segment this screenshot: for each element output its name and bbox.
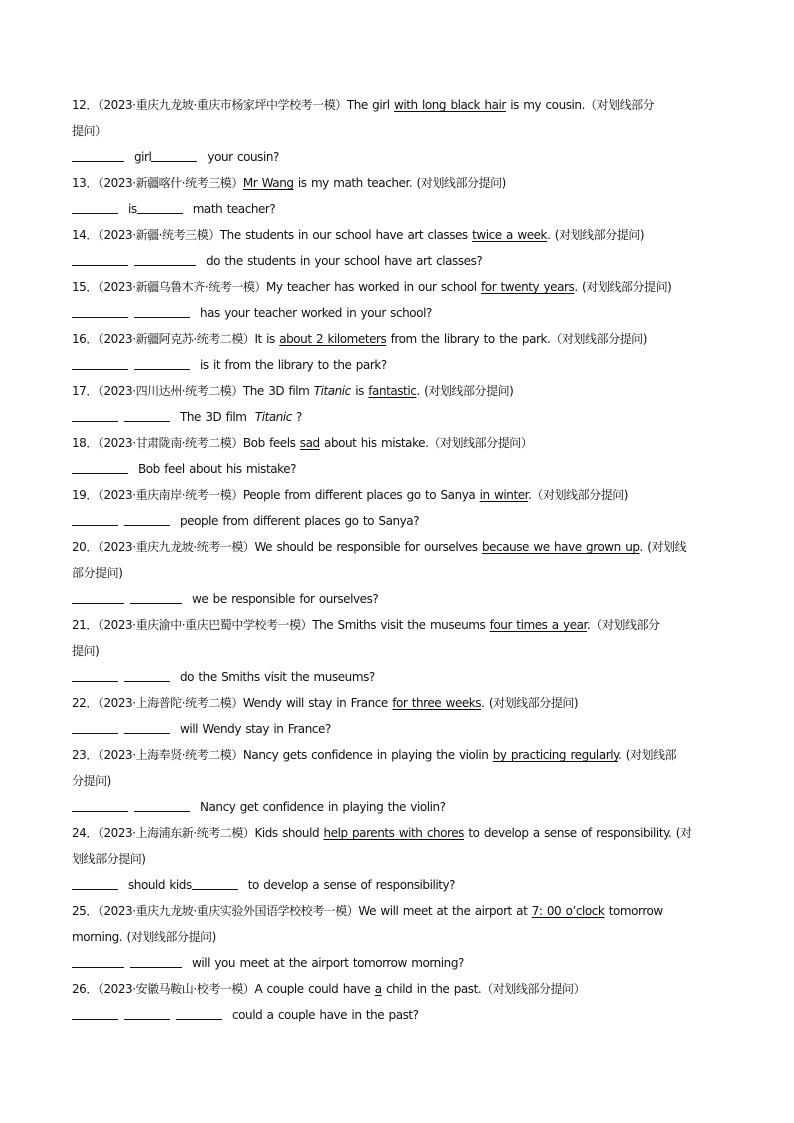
answer-blank[interactable]	[72, 305, 128, 318]
question-text: 16．（2023·新疆阿克苏·统考二模）It is	[72, 332, 280, 346]
answer-line	[72, 794, 722, 820]
question-text: is my math teacher. (对划线部分提问)	[293, 176, 506, 190]
question-text: tomorrow	[604, 904, 663, 918]
question-text: child in the past.（对划线部分提问）	[381, 982, 586, 996]
question-item	[72, 378, 722, 430]
question-item	[72, 170, 722, 222]
answer-line	[72, 456, 722, 482]
answer-blank[interactable]	[130, 955, 182, 968]
question-line	[72, 274, 722, 300]
answer-blank[interactable]	[124, 1007, 170, 1020]
question-line	[72, 924, 722, 950]
answer-line	[72, 586, 722, 612]
answer-blank[interactable]	[72, 799, 128, 812]
answer-line	[72, 300, 722, 326]
question-text: people from different places go to Sanya?	[180, 514, 420, 528]
question-line	[72, 742, 722, 768]
question-text: 22．（2023·上海普陀·统考二模）Wendy will stay in France	[72, 696, 393, 710]
answer-blank[interactable]	[72, 461, 128, 474]
question-text: we be responsible for ourselves?	[192, 592, 379, 606]
question-line	[72, 118, 722, 144]
answer-blank[interactable]	[192, 877, 238, 890]
underlined-phrase: four times a year	[489, 618, 587, 632]
question-text: 18．（2023·甘肃陇南·统考二模）Bob feels	[72, 436, 300, 450]
question-item	[72, 742, 722, 820]
answer-blank[interactable]	[124, 669, 170, 682]
question-item	[72, 482, 722, 534]
question-text: do the students in your school have art classes?	[206, 254, 483, 268]
answer-blank[interactable]	[137, 201, 183, 214]
answer-blank[interactable]	[72, 201, 118, 214]
question-line	[72, 378, 722, 404]
question-line	[72, 534, 722, 560]
answer-blank[interactable]	[151, 149, 197, 162]
underlined-phrase: sad	[299, 436, 320, 450]
question-text: . (对划线	[639, 540, 687, 554]
question-text: ?	[295, 410, 302, 424]
underlined-phrase: for twenty years	[481, 280, 575, 294]
answer-blank[interactable]	[72, 721, 118, 734]
question-text: 23．（2023·上海奉贤·统考二模）Nancy gets confidence in playing the violin	[72, 748, 493, 762]
question-item	[72, 534, 722, 612]
question-text: girl	[134, 150, 152, 164]
question-text: 部分提问)	[72, 566, 123, 580]
question-text: . (对划线部分提问)	[574, 280, 672, 294]
underlined-phrase: 7: 00 o’clock	[531, 904, 605, 918]
question-text: .（对划线部分提问)	[528, 488, 629, 502]
underlined-phrase: because we have grown up	[481, 540, 640, 554]
question-item	[72, 274, 722, 326]
answer-line	[72, 508, 722, 534]
question-item	[72, 326, 722, 378]
answer-line	[72, 716, 722, 742]
answer-line	[72, 248, 722, 274]
question-line	[72, 222, 722, 248]
italic-title: Titanic	[254, 410, 292, 424]
question-item	[72, 820, 722, 898]
question-text: should kids	[128, 878, 192, 892]
answer-blank[interactable]	[72, 1007, 118, 1020]
answer-blank[interactable]	[176, 1007, 222, 1020]
question-line	[72, 690, 722, 716]
answer-blank[interactable]	[134, 799, 190, 812]
answer-blank[interactable]	[134, 357, 190, 370]
answer-blank[interactable]	[72, 513, 118, 526]
question-text: 20．（2023·重庆九龙坡·统考一模）We should be responsible for ourselves	[72, 540, 482, 554]
answer-line	[72, 1002, 722, 1028]
answer-blank[interactable]	[72, 409, 118, 422]
question-text: 15．（2023·新疆乌鲁木齐·统考一模）My teacher has worked in our school	[72, 280, 482, 294]
answer-blank[interactable]	[72, 955, 124, 968]
question-text: 12．（2023·重庆九龙坡·重庆市杨家坪中学校考一模）The girl	[72, 98, 394, 112]
question-line	[72, 326, 722, 352]
question-text: 17．（2023·四川达州·统考二模）The 3D film	[72, 384, 314, 398]
question-line	[72, 638, 722, 664]
question-text: will you meet at the airport tomorrow morning?	[192, 956, 464, 970]
question-text: from the library to the park.（对划线部分提问)	[386, 332, 647, 346]
question-text: 25．（2023·重庆九龙坡·重庆实验外国语学校校考一模）We will meet at the airport at	[72, 904, 532, 918]
question-line	[72, 430, 722, 456]
question-text: 21．（2023·重庆渝中·重庆巴蜀中学校考一模）The Smiths visit the museums	[72, 618, 490, 632]
question-text: will Wendy stay in France?	[180, 722, 331, 736]
question-text: 14．（2023·新疆·统考三模）The students in our school have art classes	[72, 228, 473, 242]
question-text: The 3D film	[180, 410, 251, 424]
question-text: morning. (对划线部分提问)	[72, 930, 216, 944]
question-text: 分提问)	[72, 774, 111, 788]
question-text: do the Smiths visit the museums?	[180, 670, 375, 684]
underlined-phrase: about 2 kilometers	[279, 332, 387, 346]
question-line	[72, 482, 722, 508]
underlined-phrase: with long black hair	[393, 98, 506, 112]
question-text: is my cousin.（对划线部分	[505, 98, 655, 112]
question-text: is it from the library to the park?	[200, 358, 387, 372]
question-text: Bob feel about his mistake?	[138, 462, 297, 476]
question-line	[72, 846, 722, 872]
question-item	[72, 430, 722, 482]
underlined-phrase: by practicing regularly	[492, 748, 619, 762]
question-line	[72, 898, 722, 924]
answer-line	[72, 404, 722, 430]
question-text: your cousin?	[207, 150, 279, 164]
answer-blank[interactable]	[72, 591, 124, 604]
answer-line	[72, 196, 722, 222]
question-text: 13．（2023·新疆喀什·统考三模）	[72, 176, 243, 190]
underlined-phrase: help parents with chores	[323, 826, 464, 840]
answer-line	[72, 950, 722, 976]
question-line	[72, 768, 722, 794]
question-line	[72, 820, 722, 846]
question-item	[72, 222, 722, 274]
underlined-phrase: in winter	[479, 488, 529, 502]
question-line	[72, 976, 722, 1002]
question-text: math teacher?	[192, 202, 276, 216]
answer-blank[interactable]	[134, 253, 196, 266]
answer-line	[72, 664, 722, 690]
question-text: 划线部分提问)	[72, 852, 146, 866]
question-line	[72, 612, 722, 638]
question-text: . (对划线部分提问)	[416, 384, 514, 398]
question-text: is	[128, 202, 137, 216]
question-text: 提问)	[72, 644, 100, 658]
answer-blank[interactable]	[72, 253, 128, 266]
question-item	[72, 898, 722, 976]
worksheet	[72, 92, 722, 1028]
question-text: 24．（2023·上海浦东新·统考二模）Kids should	[72, 826, 324, 840]
question-text: could a couple have in the past?	[232, 1008, 419, 1022]
answer-blank[interactable]	[72, 669, 118, 682]
question-item	[72, 690, 722, 742]
question-text: is	[350, 384, 369, 398]
underlined-phrase: Mr Wang	[242, 176, 294, 190]
question-line	[72, 560, 722, 586]
question-text: Nancy get confidence in playing the violin?	[200, 800, 446, 814]
answer-blank[interactable]	[124, 721, 170, 734]
answer-line	[72, 872, 722, 898]
answer-blank[interactable]	[72, 149, 124, 162]
italic-title: Titanic	[313, 384, 351, 398]
answer-blank[interactable]	[72, 877, 118, 890]
answer-blank[interactable]	[124, 409, 170, 422]
question-text: . (对划线部分提问)	[481, 696, 579, 710]
underlined-phrase: twice a week	[472, 228, 548, 242]
question-line	[72, 92, 722, 118]
answer-blank[interactable]	[134, 305, 190, 318]
underlined-phrase: a	[374, 982, 382, 996]
question-text: .（对划线部分	[586, 618, 660, 632]
question-text: about his mistake.（对划线部分提问）	[319, 436, 533, 450]
question-text: to develop a sense of responsibility. (对	[463, 826, 692, 840]
question-item	[72, 976, 722, 1028]
answer-blank[interactable]	[130, 591, 182, 604]
question-item	[72, 92, 722, 170]
question-text: . (对划线部	[618, 748, 677, 762]
question-text: to develop a sense of responsibility?	[247, 878, 456, 892]
question-text: has your teacher worked in your school?	[200, 306, 432, 320]
question-line	[72, 170, 722, 196]
question-text: 26．（2023·安徽马鞍山·校考一模）A couple could have	[72, 982, 375, 996]
underlined-phrase: fantastic	[368, 384, 417, 398]
question-item	[72, 612, 722, 690]
question-text: 19．（2023·重庆南岸·统考一模）People from different places go to Sanya	[72, 488, 480, 502]
question-text: 提问）	[72, 124, 107, 138]
answer-line	[72, 144, 722, 170]
underlined-phrase: for three weeks	[392, 696, 482, 710]
answer-line	[72, 352, 722, 378]
answer-blank[interactable]	[124, 513, 170, 526]
answer-blank[interactable]	[72, 357, 128, 370]
question-text: . (对划线部分提问)	[547, 228, 645, 242]
